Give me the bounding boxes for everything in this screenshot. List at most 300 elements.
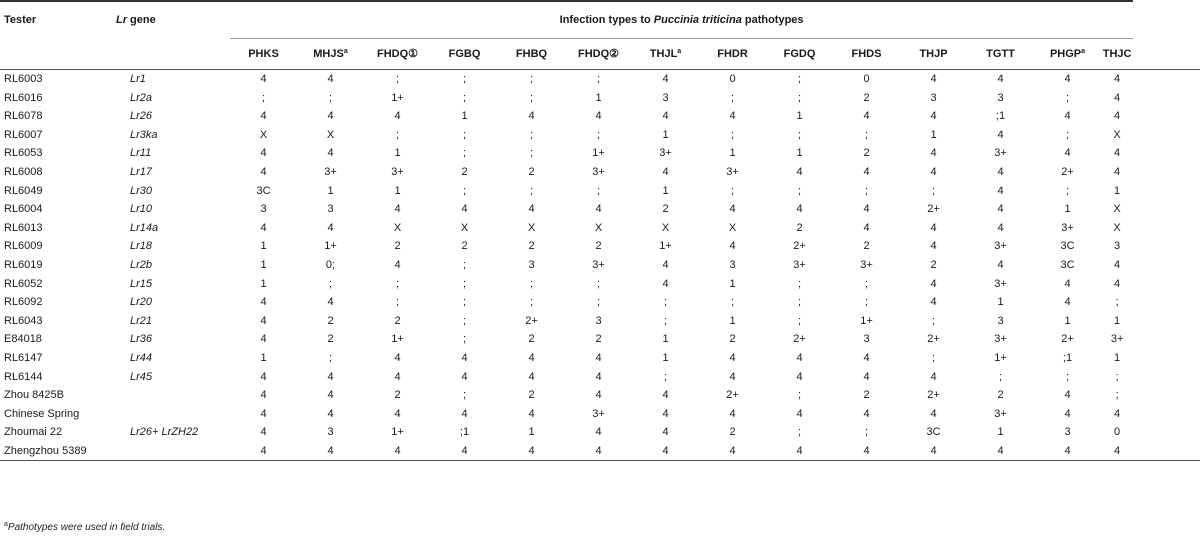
infection-type-cell: 4: [796, 165, 803, 178]
infection-type-cell: ;: [864, 277, 869, 290]
infection-type-cell: ;: [931, 314, 936, 327]
infection-type-cell: 4: [595, 370, 602, 383]
table-row: [0, 144, 1200, 163]
infection-type-cell: 1: [796, 110, 803, 123]
infection-type-cell: 4: [1114, 91, 1121, 104]
infection-type-cell: 3+: [324, 165, 337, 178]
infection-type-cell: 4: [997, 184, 1004, 197]
pathotype-name: THJC: [1102, 48, 1132, 60]
infection-type-cell: 4: [930, 296, 937, 309]
infection-type-cell: ;: [462, 147, 467, 160]
infection-type-cell: 4: [662, 110, 669, 123]
infection-type-cell: 4: [461, 203, 468, 216]
infection-type-cell: 2+: [793, 240, 806, 253]
infection-type-cell: 4: [595, 203, 602, 216]
infection-type-cell: 4: [595, 351, 602, 364]
infection-type-cell: 4: [260, 389, 267, 402]
infection-type-cell: 2: [997, 389, 1004, 402]
infection-type-cell: ;1: [995, 110, 1006, 123]
pathotype-name: MHJS: [313, 48, 344, 60]
infection-type-cell: 4: [967, 442, 1034, 461]
infection-type-cell: 3: [1064, 426, 1071, 439]
infection-type-cell: ;: [462, 91, 467, 104]
infection-type-cell: 4: [1114, 258, 1121, 271]
infection-type-cell: 4: [1114, 165, 1121, 178]
infection-type-cell: ;: [1115, 370, 1119, 383]
infection-type-cell: 2: [863, 91, 870, 104]
infection-type-cell: 4: [394, 407, 401, 420]
gene-cell: [112, 405, 230, 424]
infection-type-cell: 4: [997, 128, 1004, 141]
infection-type-cell: ;: [797, 91, 802, 104]
infection-type-cell: X: [393, 221, 402, 234]
infection-type-cell: 1+: [860, 314, 873, 327]
infection-type-cell: 3+: [994, 333, 1007, 346]
infection-type-cell: 2: [528, 389, 535, 402]
infection-type-cell: 4: [1114, 147, 1121, 160]
infection-type-cell: ;: [462, 296, 467, 309]
gene-cell: Lr44: [130, 351, 153, 364]
pathotype-header: [297, 39, 364, 70]
infection-type-cell: 4: [461, 370, 468, 383]
infection-type-cell: ;: [864, 426, 869, 439]
infection-type-cell: 4: [699, 442, 766, 461]
infection-type-cell: 4: [1114, 110, 1121, 123]
infection-type-cell: ;: [1115, 389, 1119, 402]
gene-cell: Lr26: [130, 110, 153, 123]
infection-type-cell: X: [594, 221, 603, 234]
infection-type-cell: 2: [394, 240, 401, 253]
infection-type-cell: ;: [596, 296, 601, 309]
gene-header: [112, 1, 230, 39]
infection-type-cell: 0;: [325, 258, 336, 271]
infection-type-cell: ;: [462, 333, 467, 346]
pathotype-name: TGTT: [986, 48, 1015, 60]
infection-type-cell: 2: [461, 165, 468, 178]
infection-type-cell: 4: [1101, 442, 1133, 461]
infection-type-cell: ;: [797, 296, 802, 309]
tester-cell: RL6019: [4, 258, 43, 271]
infection-type-cell: 2: [595, 333, 602, 346]
group-header-suffix: pathotypes: [741, 14, 804, 26]
infection-type-cell: 3+: [592, 165, 605, 178]
infection-type-cell: ;: [797, 277, 802, 290]
infection-type-cell: ;: [529, 184, 534, 197]
infection-type-cell: X: [259, 128, 268, 141]
infection-type-cell: 4: [997, 258, 1004, 271]
gene-cell: Lr45: [130, 370, 153, 383]
infection-type-cell: 4: [260, 314, 267, 327]
infection-type-cell: 1: [260, 240, 267, 253]
infection-type-cell: 3: [327, 203, 334, 216]
table-row: [0, 312, 1200, 331]
infection-type-cell: 1: [729, 147, 736, 160]
infection-type-cell: 1: [662, 351, 669, 364]
table-row: [0, 256, 1200, 275]
infection-type-cell: 1: [327, 184, 334, 197]
infection-type-cell: 4: [595, 389, 602, 402]
tester-cell: RL6013: [4, 221, 43, 234]
infection-type-cell: ;: [730, 296, 735, 309]
infection-type-cell: 4: [528, 351, 535, 364]
gene-cell: Lr14a: [130, 221, 159, 234]
tester-cell: Zhoumai 22: [4, 426, 63, 439]
header-row-group: [0, 1, 1200, 39]
tester-cell: RL6147: [4, 351, 43, 364]
infection-type-cell: 1+: [391, 333, 404, 346]
infection-type-cell: X: [661, 221, 670, 234]
infection-type-cell: 4: [327, 407, 334, 420]
pathotype-header: [766, 39, 833, 70]
infection-type-cell: ;: [730, 128, 735, 141]
infection-type-cell: ;: [462, 73, 467, 85]
tester-cell: RL6049: [4, 184, 43, 197]
infection-type-cell: 1: [394, 147, 401, 160]
infection-type-cell: ;: [529, 91, 534, 104]
pathotype-header: [565, 39, 632, 70]
infection-type-cell: 3: [729, 258, 736, 271]
infection-type-cell: 3C: [256, 184, 271, 197]
infection-type-cell: 4: [863, 165, 870, 178]
infection-type-cell: 3+: [659, 147, 672, 160]
infection-type-cell: 1: [662, 333, 669, 346]
infection-type-cell: 2: [729, 426, 736, 439]
infection-type-cell: 2+: [525, 314, 538, 327]
gene-cell: Lr17: [130, 165, 153, 178]
infection-type-cell: ;: [395, 73, 400, 85]
infection-type-cell: 4: [1064, 407, 1071, 420]
infection-type-cell: 4: [662, 277, 669, 290]
infection-type-cell: 4: [662, 258, 669, 271]
infection-type-cell: 4: [528, 203, 535, 216]
infection-type-cell: ;: [1065, 184, 1070, 197]
table-row: [0, 163, 1200, 182]
tester-cell: Zhengzhou 5389: [0, 442, 112, 461]
infection-types-group-header: [230, 1, 1133, 39]
infection-type-cell: ;: [395, 296, 400, 309]
infection-type-cell: 4: [997, 203, 1004, 216]
infection-type-cell: 4: [260, 221, 267, 234]
infection-type-cell: 3: [1114, 240, 1121, 253]
infection-type-cell: ;: [529, 128, 534, 141]
infection-type-cell: 2+: [726, 389, 739, 402]
pathotype-footnote-marker: a: [1081, 48, 1086, 55]
infection-type-cell: 4: [997, 73, 1004, 85]
infection-type-cell: X: [460, 221, 469, 234]
pathotype-footnote-marker: a: [343, 48, 348, 55]
gene-cell: Lr30: [130, 184, 153, 197]
infection-type-cell: ;: [462, 184, 467, 197]
infection-type-cell: 4: [394, 370, 401, 383]
infection-type-cell: 4: [260, 333, 267, 346]
infection-type-cell: 4: [729, 240, 736, 253]
infection-type-cell: X: [326, 128, 335, 141]
infection-type-cell: ;: [261, 91, 266, 104]
pathotype-header: [632, 39, 699, 70]
gene-cell: Lr10: [130, 203, 153, 216]
pathotype-name: FGBQ: [448, 48, 481, 60]
infection-type-cell: ;: [529, 73, 534, 85]
infection-type-cell: 4: [394, 203, 401, 216]
infection-type-cell: 4: [1064, 73, 1071, 85]
table-row: [0, 219, 1200, 238]
infection-type-cell: 4: [260, 147, 267, 160]
infection-type-cell: 1: [595, 91, 602, 104]
infection-type-cell: 3: [595, 314, 602, 327]
infection-type-cell: ;: [596, 128, 601, 141]
infection-type-cell: 4: [796, 351, 803, 364]
table-row: [0, 293, 1200, 312]
tester-cell: Chinese Spring: [4, 407, 80, 420]
infection-type-cell: ;: [931, 184, 936, 197]
gene-cell: Lr20: [130, 296, 153, 309]
blank-header: [112, 39, 230, 70]
gene-cell: Lr3ka: [130, 128, 158, 141]
tester-cell: RL6009: [4, 240, 43, 253]
infection-type-cell: 4: [729, 351, 736, 364]
infection-type-cell: ;: [797, 184, 802, 197]
infection-type-cell: 4: [394, 351, 401, 364]
gene-cell: Lr2b: [130, 258, 153, 271]
infection-type-cell: 4: [632, 442, 699, 461]
infection-type-cell: 2+: [793, 333, 806, 346]
infection-type-cell: ;: [462, 314, 467, 327]
infection-type-cell: 3C: [1060, 258, 1075, 271]
table-body: [0, 70, 1200, 461]
infection-type-cell: 3: [528, 258, 535, 271]
infection-type-cell: 4: [863, 110, 870, 123]
infection-type-cell: 1+: [994, 351, 1007, 364]
table-row: [0, 237, 1200, 256]
infection-type-cell: 2: [595, 240, 602, 253]
pathotype-name: FHDQ①: [376, 48, 419, 60]
infection-type-cell: ;: [797, 314, 802, 327]
infection-type-cell: ;: [395, 277, 400, 290]
infection-type-cell: ;: [395, 128, 400, 141]
table-footnote: [4, 522, 165, 533]
infection-type-cell: 1+: [391, 426, 404, 439]
infection-type-cell: 3C: [926, 426, 941, 439]
infection-type-cell: X: [1113, 203, 1121, 216]
infection-type-cell: 0: [1114, 426, 1121, 439]
infection-type-cell: 2: [729, 333, 736, 346]
infection-type-cell: 3+: [994, 277, 1007, 290]
infection-type-cell: 3: [997, 91, 1004, 104]
infection-type-cell: 4: [260, 407, 267, 420]
pathotype-header: [699, 39, 766, 70]
infection-type-cell: 4: [327, 296, 334, 309]
infection-type-cell: ;: [462, 389, 467, 402]
tester-cell: RL6092: [4, 296, 43, 309]
infection-type-cell: ;: [1065, 128, 1070, 141]
infection-type-cell: 4: [498, 442, 565, 461]
infection-type-cell: 2: [528, 333, 535, 346]
gene-cell: [112, 442, 230, 461]
table-row: [0, 423, 1200, 442]
infection-type-cell: 4: [729, 407, 736, 420]
infection-type-cell: 4: [729, 203, 736, 216]
infection-type-cell: 4: [260, 296, 267, 309]
infection-type-cell: 3: [260, 203, 267, 216]
infection-type-cell: 4: [796, 203, 803, 216]
pathotype-name: PHGP: [1049, 48, 1082, 60]
table-row: [0, 70, 1200, 89]
infection-type-cell: ;: [1115, 296, 1119, 309]
infection-type-cell: 1: [729, 277, 736, 290]
infection-type-cell: ;: [797, 389, 802, 402]
infection-type-cell: ;: [462, 277, 467, 290]
infection-type-cell: 3+: [726, 165, 739, 178]
infection-type-cell: 3: [662, 91, 669, 104]
infection-type-cell: 3+: [793, 258, 806, 271]
infection-type-cell: 4: [863, 370, 870, 383]
infection-type-cell: 2: [394, 389, 401, 402]
infection-type-cell: 4: [431, 442, 498, 461]
infection-type-cell: ;: [864, 128, 869, 141]
infection-type-cell: 4: [863, 221, 870, 234]
infection-type-cell: 1: [1114, 184, 1121, 197]
infection-type-cell: 4: [796, 407, 803, 420]
infection-type-cell: 4: [766, 442, 833, 461]
infection-type-cell: ;1: [459, 426, 470, 439]
infection-type-cell: ;: [797, 73, 802, 85]
table-row: [0, 349, 1200, 368]
infection-type-cell: ;: [328, 91, 333, 104]
tester-cell: RL6004: [4, 203, 43, 216]
tester-cell: RL6144: [4, 370, 43, 383]
infection-type-cell: 1: [528, 426, 535, 439]
infection-type-cell: ;: [462, 258, 467, 271]
infection-type-cell: 4: [930, 240, 937, 253]
infection-type-cell: 1: [997, 426, 1004, 439]
table-row: [0, 107, 1200, 126]
infection-type-cell: 3: [863, 333, 870, 346]
infection-type-cell: 1+: [324, 240, 337, 253]
infection-type-cell: 3: [327, 426, 334, 439]
infection-type-cell: 0: [729, 73, 736, 85]
infection-type-cell: 4: [863, 407, 870, 420]
infection-type-cell: ;: [998, 370, 1003, 383]
infection-type-cell: 2: [327, 314, 334, 327]
infection-type-cell: 4: [930, 165, 937, 178]
tester-cell: RL6078: [4, 110, 43, 123]
infection-type-cell: 4: [662, 426, 669, 439]
infection-type-cell: ;: [529, 296, 534, 309]
infection-type-cell: 4: [394, 258, 401, 271]
infection-type-cell: ;: [596, 184, 601, 197]
gene-cell: Lr18: [130, 240, 153, 253]
infection-type-cell: 4: [1064, 296, 1071, 309]
infection-type-cell: 3+: [994, 240, 1007, 253]
infection-type-cell: 4: [1034, 442, 1101, 461]
infection-type-cell: 4: [930, 370, 937, 383]
infection-type-cell: 3+: [860, 258, 873, 271]
infection-type-cell: 3+: [592, 258, 605, 271]
pathotype-header-row: [0, 39, 1200, 70]
infection-type-cell: 4: [260, 426, 267, 439]
gene-cell: Lr36: [130, 333, 153, 346]
infection-type-cell: 4: [595, 110, 602, 123]
infection-type-cell: 4: [930, 277, 937, 290]
infection-type-cell: 2: [930, 258, 937, 271]
infection-type-cell: 4: [1064, 389, 1071, 402]
infection-type-cell: 4: [930, 407, 937, 420]
infection-type-cell: 4: [863, 351, 870, 364]
gene-cell: Lr11: [130, 147, 152, 160]
infection-type-cell: 0: [863, 73, 870, 85]
infection-type-cell: 4: [796, 370, 803, 383]
infection-type-cell: 4: [1064, 110, 1071, 123]
infection-type-cell: 4: [662, 389, 669, 402]
infection-type-cell: 4: [729, 370, 736, 383]
pathotype-name: FHBQ: [515, 48, 548, 60]
infection-type-cell: ;: [864, 184, 869, 197]
infection-type-cell: X: [527, 221, 536, 234]
table-row: [0, 442, 1200, 461]
pathotype-header: [900, 39, 967, 70]
infection-type-cell: 4: [662, 165, 669, 178]
gene-cell: Lr26+ LrZH22: [130, 426, 199, 439]
infection-type-cell: 3: [997, 314, 1004, 327]
infection-type-cell: ;: [797, 426, 802, 439]
infection-type-cell: 1: [1064, 314, 1071, 327]
infection-type-cell: 2+: [927, 203, 940, 216]
infection-type-cell: 4: [1114, 73, 1121, 85]
infection-type-cell: ;: [663, 370, 668, 383]
infection-type-cell: 1: [729, 314, 736, 327]
infection-type-cell: 1: [662, 128, 669, 141]
group-header-prefix: Infection types to: [559, 14, 654, 26]
pathotype-name: FHDS: [851, 48, 882, 60]
infection-type-cell: X: [728, 221, 737, 234]
tester-cell: RL6052: [4, 277, 43, 290]
gene-cell: Lr21: [130, 314, 153, 327]
infection-type-cell: 1: [662, 184, 669, 197]
infection-type-cell: 2: [327, 333, 334, 346]
gene-cell: Lr1: [130, 73, 146, 85]
infection-type-cell: 4: [528, 407, 535, 420]
pathotype-header: [498, 39, 565, 70]
table-row: [0, 89, 1200, 108]
gene-header-italic: Lr: [116, 14, 127, 27]
infection-type-cell: 2: [394, 314, 401, 327]
infection-type-cell: 4: [1064, 147, 1071, 160]
infection-type-cell: 4: [662, 407, 669, 420]
pathotype-header: [431, 39, 498, 70]
infection-type-cell: ;: [328, 351, 333, 364]
infection-type-cell: 4: [930, 221, 937, 234]
infection-type-cell: 4: [997, 221, 1004, 234]
pathotype-name: FGDQ: [783, 48, 816, 60]
infection-type-cell: 4: [364, 442, 431, 461]
footnote-text: Pathotypes were used in field trials.: [7, 522, 166, 533]
infection-type-cell: 4: [595, 426, 602, 439]
gene-cell: Lr2a: [130, 91, 153, 104]
infection-type-cell: 4: [461, 407, 468, 420]
infection-type-cell: 1: [394, 184, 401, 197]
infection-type-cell: 4: [930, 147, 937, 160]
infection-type-cell: 1: [1114, 314, 1121, 327]
pathotype-name: FHDQ②: [577, 48, 620, 60]
pathotype-header: [364, 39, 431, 70]
infection-type-cell: 4: [729, 110, 736, 123]
infection-type-cell: 2+: [1061, 165, 1074, 178]
pathotype-header: [967, 39, 1034, 70]
pathotype-header: [230, 39, 297, 70]
infection-type-cell: 1: [461, 110, 468, 123]
infection-type-cell: 2: [528, 165, 535, 178]
infection-type-cell: ;1: [1062, 351, 1073, 364]
